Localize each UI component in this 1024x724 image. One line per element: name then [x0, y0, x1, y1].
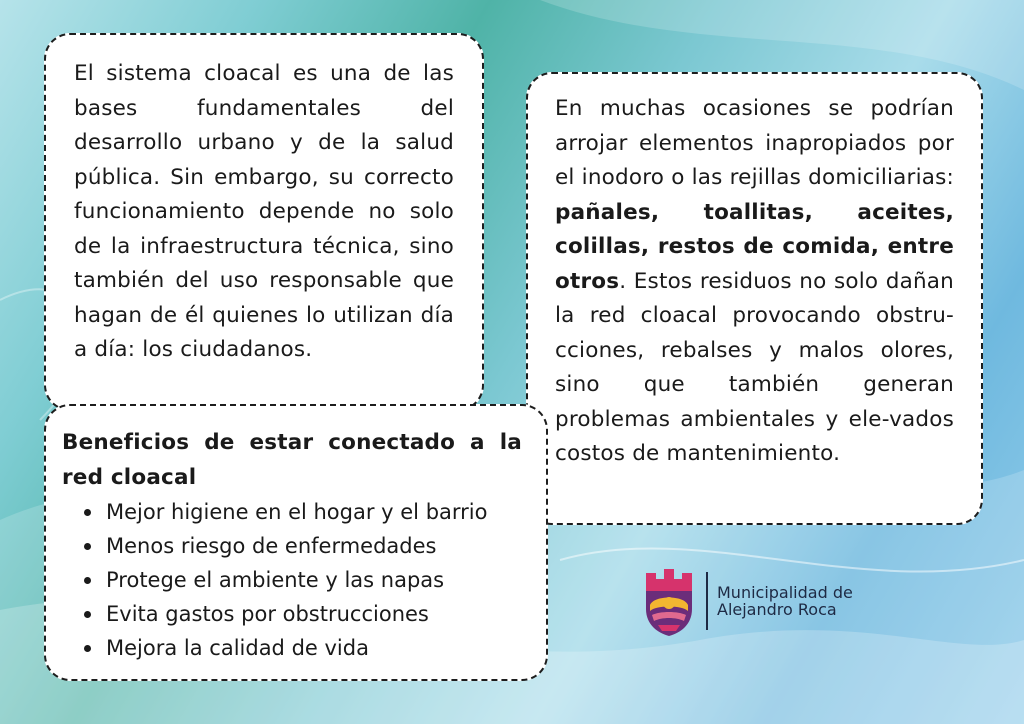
municipal-shield-icon [638, 565, 700, 637]
intro-text: El sistema cloacal es una de las bases fundamentales del desarrollo urbano y de la salud pública. Sin embargo, su correcto funcionamiento depende no solo de la infraestructura técnica, sino también del uso responsable que hagan de él quienes lo utilizan día a día: los ciudadanos. [74, 61, 454, 362]
bullet-icon [84, 543, 91, 550]
list-item: Protege el ambiente y las napas [82, 563, 522, 597]
list-item: Menos riesgo de enfermedades [82, 529, 522, 563]
logo-divider [706, 572, 708, 630]
list-item: Mejor higiene en el hogar y el barrio [82, 495, 522, 529]
waste-card [526, 72, 983, 525]
bullet-icon [84, 645, 91, 652]
waste-items-bold: pañales, toallitas, aceites, colillas, restos de comida, entre otros [555, 199, 954, 294]
benefits-list [62, 495, 522, 665]
waste-text-after: . Estos residuos no solo dañan la red cloacal provocando obstru-cciones, rebalses y malos olores, sino que también generan problemas ambientales y ele-vados costos de mantenimiento. [555, 268, 954, 466]
benefits-card [44, 404, 548, 681]
bullet-icon [84, 577, 91, 584]
list-item: Mejora la calidad de vida [82, 631, 522, 665]
brand-name [717, 584, 853, 618]
intro-card [44, 33, 484, 411]
list-item: Evita gastos por obstrucciones [82, 597, 522, 631]
bullet-icon [84, 611, 91, 618]
bullet-icon [84, 509, 91, 516]
waste-text-before: En muchas ocasiones se podrían arrojar elementos inapropiados por el inodoro o las rejillas domiciliarias: [555, 96, 954, 190]
benefits-title: Beneficios de estar conectado a la red cloacal [62, 430, 522, 490]
brand-line-2: Alejandro Roca [717, 600, 837, 619]
brand-line-1: Municipalidad de [717, 583, 853, 602]
waste-text [555, 92, 954, 472]
